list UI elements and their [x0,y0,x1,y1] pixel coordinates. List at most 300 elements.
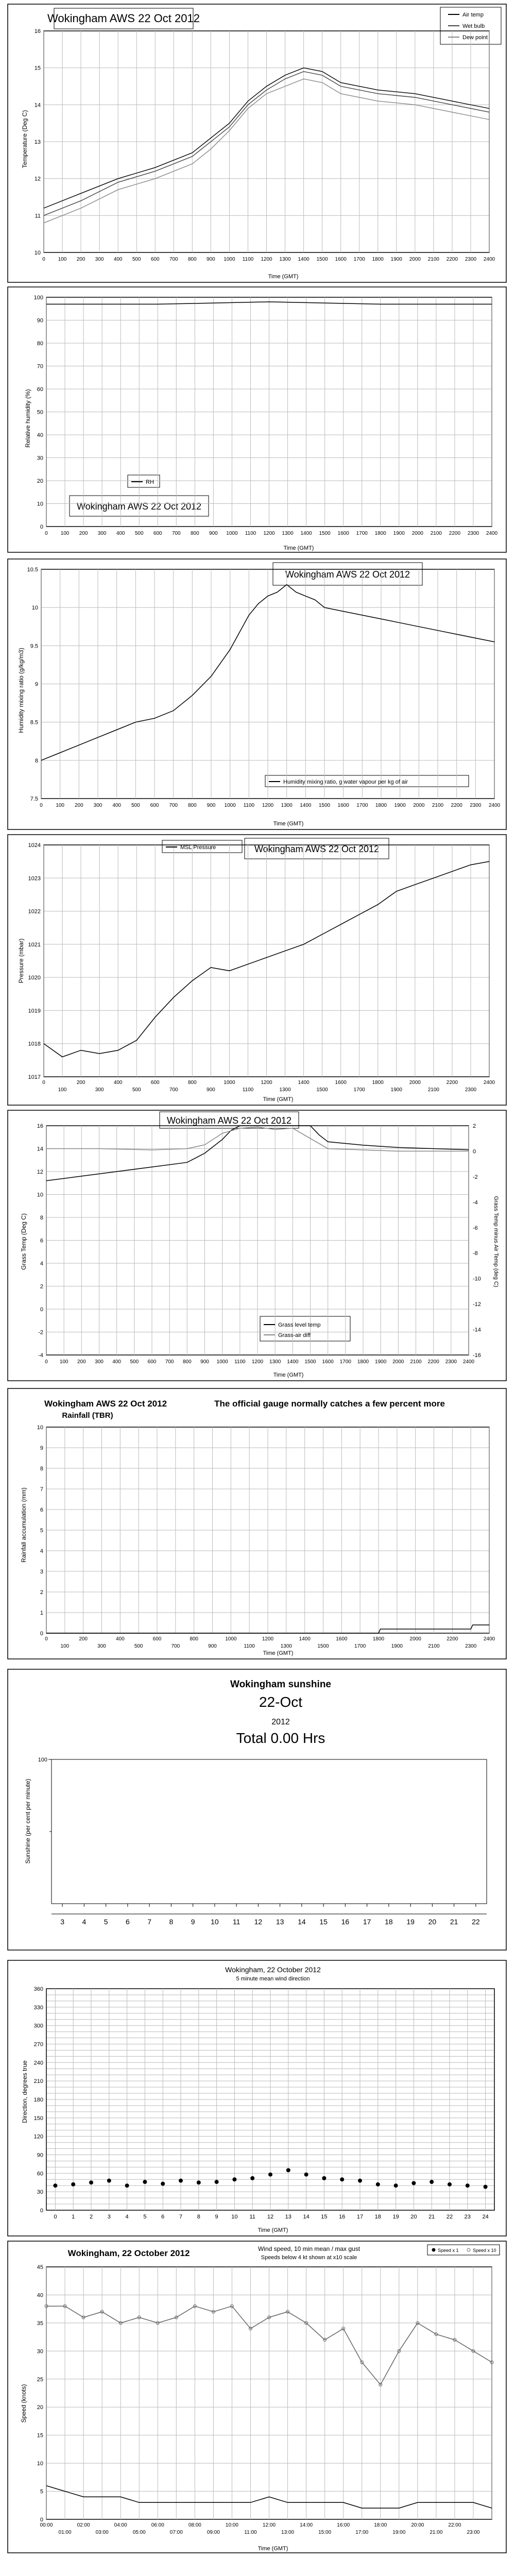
x-tick-label: 100 [58,257,67,262]
scatter-point [232,2177,236,2181]
x-tick-label: 1900 [390,257,402,262]
x-tick-label: 500 [134,531,144,536]
x-tick-label: 2300 [467,531,479,536]
x-tick-label: 600 [150,803,159,808]
x-tick-label: 2400 [483,257,495,262]
x-tick-label: 22:00 [448,2522,461,2528]
y-tick-label: 90 [37,317,43,324]
x-tick-label: 1700 [354,1643,366,1649]
x-tick-label: 600 [150,1080,160,1086]
x-tick-label: 0 [54,2214,57,2220]
x-tick-label: 1300 [282,531,294,536]
x-tick-label: 0 [42,257,45,262]
chart-title: Wokingham AWS 22 Oct 2012 [44,1399,167,1409]
x-tick-label: 07:00 [169,2530,183,2535]
x-tick-label: 1000 [224,803,236,808]
x-tick-label: 1600 [322,1359,334,1365]
y-tick-label: 2 [40,1283,43,1290]
y-tick-label: 13 [34,139,41,145]
x-tick-label: 800 [190,1636,199,1642]
y-right-tick-label: 0 [473,1148,476,1155]
x-tick-label: 1700 [356,531,368,536]
x-tick-label: 1100 [245,531,256,536]
chart-date: 22-Oct [259,1694,303,1710]
y-tick-label: 30 [37,2189,43,2196]
y-tick-label: 4 [40,1548,43,1554]
chart-title: Wokingham sunshine [230,1679,332,1690]
x-tick-label: 17:00 [355,2530,369,2535]
legend-label: Dew point [462,35,488,41]
x-tick-label: 1800 [372,257,384,262]
x-tick-label: 2300 [465,257,477,262]
x-tick-label: 1200 [261,257,272,262]
y-tick-label: 12 [37,1169,43,1175]
x-tick-label: 700 [169,1087,178,1093]
x-tick-label: 2300 [470,803,482,808]
x-tick-label: 1200 [261,1080,272,1086]
y-tick-label: 1018 [28,1041,41,1047]
temperature-chart [0,0,515,289]
x-tick-label: 11:00 [244,2530,257,2535]
x-tick-label: 400 [112,803,122,808]
x-tick-label: 1700 [353,257,365,262]
x-tick-label: 1600 [337,803,349,808]
y-tick-label: 15 [34,65,41,72]
x-axis-label: Time (GMT) [273,821,304,827]
x-tick-label: 13 [285,2214,291,2220]
x-tick-label: 24 [482,2214,489,2220]
x-tick-label: 100 [59,1359,68,1365]
x-tick-label: 2300 [465,1643,477,1649]
x-tick-label: 21 [450,1918,458,1926]
y-tick-label: 70 [37,363,43,370]
x-tick-label: 2200 [451,803,462,808]
scatter-point [215,2180,219,2184]
x-tick-label: 6 [125,1918,130,1926]
x-tick-label: 800 [187,257,197,262]
x-tick-label: 14 [303,2214,310,2220]
x-tick-label: 2400 [483,1080,495,1086]
y-tick-label: 1023 [28,875,41,882]
y-tick-label: 1019 [28,1008,41,1014]
y-tick-label: 6 [40,1238,43,1244]
x-tick-label: 1100 [242,1087,254,1093]
x-tick-label: 3 [60,1918,65,1926]
x-tick-label: 2400 [486,531,498,536]
x-tick-label: 100 [60,1643,70,1649]
chart-year: 2012 [271,1718,290,1726]
chart-annotation: The official gauge normally catches a few percent more [214,1399,445,1409]
x-tick-label: 14:00 [300,2522,313,2528]
y-tick-label: 20 [37,2404,43,2411]
x-tick-label: 5 [104,1918,108,1926]
x-tick-label: 300 [95,257,104,262]
x-tick-label: 200 [76,257,85,262]
scatter-point [322,2176,326,2180]
x-tick-label: 18 [374,2214,381,2220]
x-tick-label: 11 [232,1918,241,1926]
x-tick-label: 2100 [428,1643,440,1649]
x-tick-label: 15:00 [318,2530,332,2535]
x-tick-label: 22 [446,2214,453,2220]
y-tick-label: 16 [34,28,41,35]
x-tick-label: 02:00 [77,2522,90,2528]
x-tick-label: 1400 [287,1359,299,1365]
y-tick-label: 180 [33,2097,43,2103]
x-tick-label: 900 [208,1643,217,1649]
scatter-point [411,2181,416,2185]
legend-label: Wet bulb [462,23,485,29]
x-axis-label: Time (GMT) [273,1372,304,1378]
scatter-point [430,2180,434,2184]
y-axis-label: Sunshine (per cent per minute) [24,1778,31,1864]
x-tick-label: 1900 [394,803,406,808]
scatter-point [394,2183,398,2188]
x-tick-label: 1600 [336,1636,348,1642]
y-tick-label: 300 [33,2023,43,2029]
wind-speed-chart [0,2239,515,2555]
y-tick-label: 10 [37,501,43,507]
x-tick-label: 200 [79,1636,88,1642]
chart-subtitle: Wind speed, 10 min mean / max gust [258,2245,360,2252]
y-tick-label: -2 [38,1329,43,1336]
x-tick-label: 21 [428,2214,435,2220]
scatter-point [89,2180,93,2184]
x-tick-label: 7 [179,2214,183,2220]
x-tick-label: 22 [472,1918,480,1926]
x-tick-label: 2300 [445,1359,457,1365]
x-tick-label: 2100 [427,1087,439,1093]
x-tick-label: 1700 [356,803,368,808]
x-axis-label: Time (GMT) [263,1650,294,1656]
scatter-point [143,2180,147,2184]
x-tick-label: 2400 [462,1359,475,1365]
x-tick-label: 2300 [465,1087,477,1093]
chart-title: Wokingham AWS 22 Oct 2012 [47,12,200,25]
y-right-tick-label: -2 [473,1174,478,1180]
chart-subtitle: Rainfall (TBR) [62,1411,113,1420]
y-tick-label: 30 [37,455,43,462]
y-tick-label: 60 [37,2171,43,2177]
legend-label: Air temp [462,12,484,18]
scatter-point [107,2179,111,2183]
scatter-point [179,2179,183,2183]
y-axis-label: Direction, degrees true [21,2060,28,2123]
chart-border [8,4,506,282]
legend-label: Humidity mixing ratio, g water vapour per kg of air [283,779,408,785]
x-tick-label: 1 [72,2214,75,2220]
x-tick-label: 3 [107,2214,111,2220]
x-tick-label: 2200 [446,1080,458,1086]
x-tick-label: 300 [95,1359,104,1365]
chart-border [8,559,506,829]
x-tick-label: 100 [58,1087,67,1093]
y-axis-label: Relative humidity (%) [24,389,31,448]
x-tick-label: 18 [385,1918,393,1926]
x-tick-label: 2100 [427,257,439,262]
x-tick-label: 2000 [409,1080,421,1086]
y-right-tick-label: -8 [473,1250,478,1257]
x-tick-label: 09:00 [207,2530,220,2535]
x-tick-label: 300 [97,531,107,536]
x-tick-label: 20 [428,1918,437,1926]
x-tick-label: 08:00 [188,2522,201,2528]
x-tick-label: 1200 [251,1359,264,1365]
x-tick-label: 03:00 [95,2530,109,2535]
x-tick-label: 2000 [413,803,425,808]
y-tick-label: 45 [37,2264,43,2270]
x-tick-label: 700 [165,1359,174,1365]
x-tick-label: 6 [161,2214,165,2220]
x-tick-label: 2000 [409,1636,421,1642]
y-tick-label: 10 [34,250,41,256]
y-tick-label: 1 [40,1610,43,1616]
y-tick-label: 8 [40,1215,43,1221]
x-tick-label: 1300 [269,1359,281,1365]
x-tick-label: 0 [45,1359,48,1365]
scatter-point [376,2182,380,2187]
y-tick-label: 4 [40,1261,43,1267]
grass-temp-chart [0,1108,515,1386]
scatter-point [268,2173,272,2177]
pressure-chart [0,832,515,1110]
y-axis-label: Humidity mixing ratio (g/kg/m3) [18,648,25,733]
y-tick-label: 40 [37,432,43,438]
y-tick-label: 8 [35,757,38,764]
x-tick-label: 12 [267,2214,274,2220]
x-tick-label: 00:00 [40,2522,53,2528]
x-tick-label: 8 [197,2214,200,2220]
y-axis-label: Grass Temp (Deg C) [20,1213,27,1270]
scatter-point [125,2183,129,2188]
x-tick-label: 900 [207,803,216,808]
x-tick-label: 2000 [392,1359,404,1365]
y-right-tick-label: 2 [473,1123,476,1129]
y-axis-label: Rainfall accumulation (mm) [20,1487,27,1563]
y-tick-label: 1021 [28,941,41,948]
x-tick-label: 1900 [391,1643,403,1649]
x-tick-label: 700 [171,531,181,536]
x-tick-label: 2 [89,2214,93,2220]
x-tick-label: 600 [153,531,162,536]
x-tick-label: 300 [95,1087,104,1093]
y-tick-label: 7 [40,1486,43,1493]
y-tick-label: 0 [40,1307,43,1313]
legend-swatch [432,2248,435,2251]
x-tick-label: 200 [77,1359,86,1365]
x-tick-label: 1000 [216,1359,228,1365]
y-tick-label: 14 [37,1146,43,1153]
y-tick-label: 1024 [28,842,41,849]
x-tick-label: 13 [276,1918,284,1926]
x-tick-label: 500 [131,803,140,808]
x-tick-label: 1800 [375,803,387,808]
scatter-point [161,2182,165,2186]
y-tick-label: 10 [37,1425,43,1431]
y-tick-label: 15 [37,2432,43,2439]
scatter-point [197,2180,201,2184]
x-tick-label: 1300 [279,257,291,262]
x-tick-label: 1500 [318,803,331,808]
y-tick-label: 40 [37,2292,43,2299]
x-tick-label: 2200 [427,1359,439,1365]
chart-border [8,2241,506,2553]
x-tick-label: 2400 [483,1636,495,1642]
x-tick-label: 14 [298,1918,306,1926]
x-tick-label: 2100 [432,803,444,808]
x-tick-label: 800 [187,803,197,808]
chart-title: Wokingham, 22 October 2012 [67,2248,190,2258]
y-right-tick-label: -14 [473,1327,481,1333]
y-right-tick-label: -6 [473,1225,478,1231]
x-tick-label: 1700 [339,1359,351,1365]
y-right-tick-label: -16 [473,1352,481,1359]
legend-label: Grass level temp [278,1322,321,1328]
y-tick-label: 0 [40,2517,43,2523]
x-tick-label: 900 [200,1359,209,1365]
x-tick-label: 1100 [244,1643,255,1649]
y-tick-label: 10 [31,605,38,612]
scatter-point [340,2177,344,2181]
legend-label: Grass-air diff [278,1332,311,1338]
x-tick-label: 5 [143,2214,147,2220]
x-tick-label: 2000 [411,531,423,536]
x-tick-label: 19 [406,1918,415,1926]
x-tick-label: 900 [207,257,215,262]
x-tick-label: 1900 [390,1087,402,1093]
y-tick-label: 50 [37,409,43,416]
x-tick-label: 1400 [299,1636,311,1642]
y-tick-label: 11 [35,213,41,219]
x-tick-label: 1200 [262,803,274,808]
x-tick-label: 500 [132,1087,141,1093]
x-tick-label: 1500 [319,531,331,536]
x-tick-label: 06:00 [151,2522,164,2528]
x-tick-label: 800 [187,1080,197,1086]
scatter-point [448,2182,452,2187]
x-tick-label: 1800 [372,1636,385,1642]
x-tick-label: 1200 [263,531,275,536]
x-tick-label: 21:00 [430,2530,443,2535]
x-tick-label: 2200 [447,1636,458,1642]
x-tick-label: 16 [339,2214,346,2220]
y-axis-label: Pressure (mbar) [18,938,25,984]
y-tick-label: 20 [37,478,43,484]
x-tick-label: 23:00 [467,2530,480,2535]
scatter-point [53,2183,57,2188]
x-tick-label: 17 [363,1918,371,1926]
legend-label: MSL Pressure [180,844,216,851]
x-axis-label: Time (GMT) [258,2227,288,2233]
y-tick-label: 25 [37,2376,43,2383]
x-tick-label: 8 [169,1918,174,1926]
x-tick-label: 900 [209,531,218,536]
x-tick-label: 1000 [224,1080,235,1086]
y-tick-label: 7.5 [30,796,38,802]
chart-title: Wokingham AWS 22 Oct 2012 [254,844,380,854]
x-tick-label: 1400 [298,1080,310,1086]
x-tick-label: 1700 [353,1087,365,1093]
scatter-point [466,2183,470,2188]
y-tick-label: 2 [40,1589,43,1596]
x-tick-label: 1400 [300,803,312,808]
x-tick-label: 9 [191,1918,195,1926]
chart-total: Total 0.00 Hrs [236,1730,325,1746]
x-tick-label: 1600 [335,1080,347,1086]
x-tick-label: 400 [113,257,123,262]
x-tick-label: 04:00 [114,2522,127,2528]
y-tick-label: 150 [33,2115,43,2122]
x-tick-label: 1100 [234,1359,246,1365]
y-tick-label: 6 [40,1507,43,1513]
x-tick-label: 1500 [317,1643,329,1649]
y-tick-label: 8.5 [30,719,38,726]
x-tick-label: 400 [116,531,125,536]
x-tick-label: 800 [182,1359,192,1365]
x-tick-label: 600 [147,1359,157,1365]
y-axis-label: Temperature (Deg C) [21,110,28,168]
y-tick-label: 14 [34,102,41,109]
x-tick-label: 700 [171,1643,180,1649]
x-tick-label: 4 [82,1918,87,1926]
y-tick-label: 5 [40,1528,43,1534]
x-tick-label: 13:00 [281,2530,295,2535]
x-tick-label: 23 [464,2214,471,2220]
y-tick-label: 270 [33,2041,43,2048]
y-tick-label: 0 [40,524,43,530]
legend-label: Speed x 10 [473,2248,496,2253]
scatter-point [250,2176,254,2180]
x-tick-label: 12 [254,1918,263,1926]
y-tick-label: 10 [37,1192,43,1198]
y-tick-label: 30 [37,2348,43,2355]
y-right-tick-label: -12 [473,1301,481,1308]
y-tick-label: 240 [33,2060,43,2066]
humidity-chart [0,284,515,557]
x-tick-label: 0 [42,1080,45,1086]
x-tick-label: 1500 [316,1087,328,1093]
x-tick-label: 1300 [280,1643,292,1649]
x-tick-label: 2200 [446,257,458,262]
x-tick-label: 10 [231,2214,238,2220]
x-tick-label: 05:00 [132,2530,146,2535]
y-tick-label: 120 [33,2133,43,2140]
y-tick-label: 9 [35,681,38,688]
chart-title: Wokingham AWS 22 Oct 2012 [76,501,202,512]
x-tick-label: 12:00 [262,2522,276,2528]
chart-title: Wokingham AWS 22 Oct 2012 [166,1115,292,1126]
scatter-point [304,2173,308,2177]
x-tick-label: 1000 [224,257,235,262]
x-tick-label: 19:00 [392,2530,406,2535]
x-tick-label: 700 [169,803,178,808]
y-right-tick-label: -4 [473,1199,478,1206]
x-tick-label: 2200 [449,531,461,536]
scatter-point [358,2179,362,2183]
x-tick-label: 400 [113,1080,123,1086]
rainfall-chart [0,1386,515,1664]
x-tick-label: 1400 [298,257,310,262]
y-tick-label: 0 [40,1631,43,1637]
y-tick-label: 90 [37,2152,43,2159]
x-tick-label: 200 [79,531,88,536]
y-tick-label: 35 [37,2320,43,2327]
y-tick-label: 100 [38,1757,47,1763]
y-tick-label: 0 [40,2208,43,2214]
x-tick-label: 0 [45,531,48,536]
x-tick-label: 11 [249,2214,255,2220]
x-tick-label: 16 [341,1918,350,1926]
